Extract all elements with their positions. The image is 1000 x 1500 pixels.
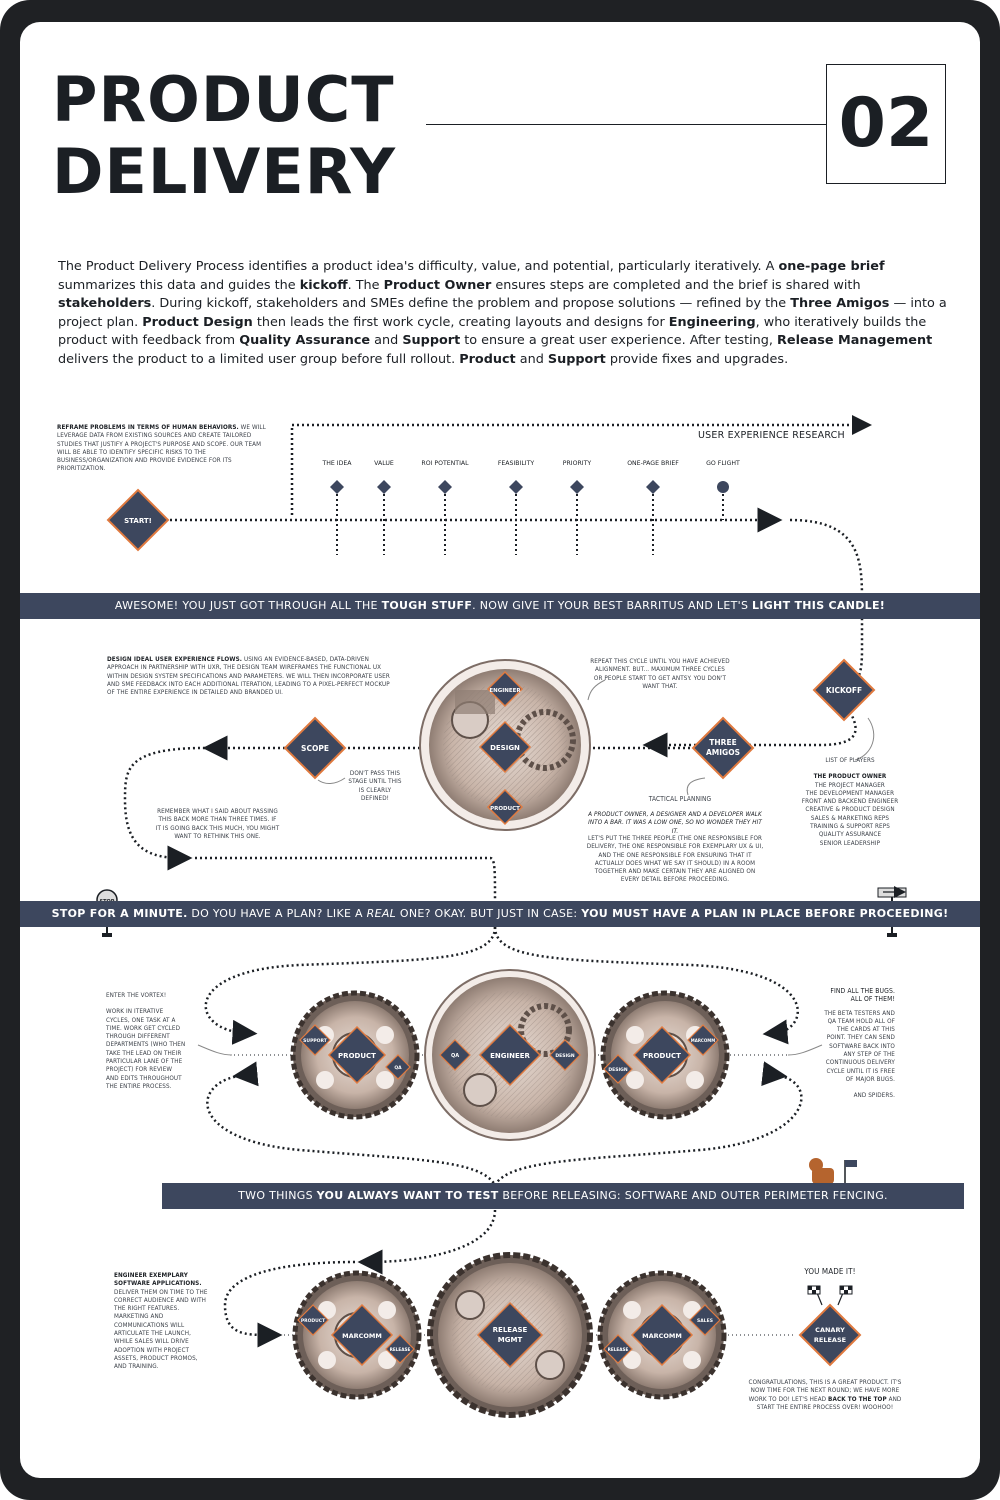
- banner-light-candle: AWESOME! YOU JUST GOT THROUGH ALL THE TOUGH STUFF. NOW GIVE IT YOUR BEST BARRITUS AND LET'S LIGHT THIS CANDLE!: [20, 593, 980, 619]
- checkered-flags-icon: [808, 1286, 852, 1305]
- step-feasibility: [509, 480, 523, 555]
- svg-text:RELEASE: RELEASE: [492, 1326, 528, 1334]
- step-go-flight: [717, 481, 729, 520]
- banner-stop-plan: STOP FOR A MINUTE. DO YOU HAVE A PLAN? LIKE A REAL ONE? OKAY. BUT JUST IN CASE: YOU MUST HAVE A PLAN IN PLACE BEFORE PROCEEDING!: [20, 901, 980, 927]
- svg-text:MARCOMM: MARCOMM: [342, 1332, 382, 1340]
- svg-text:PRODUCT: PRODUCT: [338, 1052, 376, 1060]
- step-label-feasibility: FEASIBILITY: [497, 460, 535, 467]
- scope-pointer: [318, 778, 345, 784]
- step-label-brief: ONE-PAGE BRIEF: [627, 460, 679, 467]
- title-line-2: DELIVERY: [52, 135, 396, 208]
- process-diagram: [20, 22, 980, 1478]
- svg-text:ENGINEER: ENGINEER: [489, 688, 521, 694]
- tactical-planning-text: LET'S PUT THE THREE PEOPLE (THE ONE RESPONSIBLE FOR DELIVERY, THE ONE RESPONSIBLE FOR EXEMPLARY UX & UI, AND THE ONE RESPONSIBLE FOR ENSURING THAT IT ACTUALLY DOES WHAT WE SAY IT SHOULD) IN A ROOM TOGETHER AND MAKE CERTAIN THEY ARE ALIGNED ON EVERY DETAIL BEFORE PROCEEDING.: [586, 835, 764, 884]
- svg-text:QA: QA: [394, 1066, 402, 1071]
- start-diamond: [108, 490, 168, 550]
- step-brief: [646, 480, 660, 555]
- svg-text:ENGINEER: ENGINEER: [490, 1052, 530, 1060]
- step-label-idea: THE IDEA: [322, 460, 352, 467]
- infographic-page: [20, 22, 980, 1478]
- design-flows-note: DESIGN IDEAL USER EXPERIENCE FLOWS. USING AN EVIDENCE-BASED, DATA-DRIVEN APPROACH IN PARTNERSHIP WITH UXR, THE DESIGN TEAM WIREFRAMES THE FUNCTIONAL UX WITHIN DESIGN SYSTEM SPECIFICATIONS AND PARAMETERS. WE WILL THEN INCORPORATE USER AND SME FEEDBACK INTO EACH ADDITIONAL ITERATION, LEADING TO A PIXEL-PERFECT MOCKUP OF THE ENTIRE EXPERIENCE IN DETAILED AND BRANDED UI.: [107, 656, 390, 697]
- bugs-text: THE BETA TESTERS AND QA TEAM HOLD ALL OF THE CARDS AT THIS POINT. THEY CAN SEND SOFTWARE BACK INTO ANY STEP OF THE CONTINUOUS DELIVERY CYCLE UNTIL IT IS FREE OF MAJOR BUGS.: [824, 1009, 895, 1083]
- svg-text:KICKOFF: KICKOFF: [825, 686, 863, 695]
- banner-always-test: TWO THINGS YOU ALWAYS WANT TO TEST BEFORE RELEASING: SOFTWARE AND OUTER PERIMETER FENCING.: [162, 1183, 964, 1209]
- player: THE PROJECT MANAGER: [815, 781, 885, 789]
- step-label-priority: PRIORITY: [562, 460, 592, 467]
- step-markers: [330, 480, 729, 555]
- player: CREATIVE & PRODUCT DESIGN: [805, 806, 895, 814]
- svg-text:SCOPE: SCOPE: [301, 744, 329, 753]
- svg-text:PRODUCT: PRODUCT: [643, 1052, 681, 1060]
- players-list: [800, 757, 900, 848]
- svg-text:THREE: THREE: [709, 738, 737, 747]
- svg-text:DESIGN: DESIGN: [608, 1068, 628, 1073]
- scope-diamond: [285, 718, 345, 778]
- step-priority: [570, 480, 584, 555]
- vortex-text: WORK IN ITERATIVE CYCLES, ONE TASK AT A TIME. WORK GET CYCLED THROUGH DIFFERENT DEPARTMENTS (WHO THEN TAKE THE LEAD ON THEIR PARTICULAR LANE OF THE PROJECT) FOR REVIEW AND EDITS THROUGHOUT THE ENTIRE PROCESS.: [106, 1008, 186, 1090]
- svg-text:QA: QA: [450, 1053, 460, 1059]
- step-value: [377, 480, 391, 555]
- step-the-idea: [330, 480, 344, 555]
- svg-text:CANARY: CANARY: [815, 1326, 845, 1334]
- svg-text:SALES: SALES: [697, 1319, 713, 1324]
- svg-text:PRODUCT: PRODUCT: [490, 806, 520, 812]
- congrats-note: CONGRATULATIONS, THIS IS A GREAT PRODUCT. IT'S NOW TIME FOR THE NEXT ROUND; WE HAVE MORE WORK TO DO! LET'S HEAD BACK TO THE TOP AND START THE ENTIRE PROCESS OVER! WOOHOO!: [748, 1379, 902, 1411]
- player: SALES & MARKETING REPS: [810, 814, 890, 822]
- svg-text:PRODUCT: PRODUCT: [300, 1319, 326, 1324]
- engineer-exemplary-note: ENGINEER EXEMPLARY SOFTWARE APPLICATIONS. DELIVER THEM ON TIME TO THE CORRECT AUDIENCE AND WITH THE RIGHT FEATURES. MARKETING AND COMMUNICATIONS WILL ARTICULATE THE LAUNCH, WHILE SALES WILL DRIVE ADOPTION WITH PROJECT ASSETS, PRODUCT PROMOS, AND TRAINING.: [114, 1272, 208, 1371]
- svg-text:AMIGOS: AMIGOS: [706, 748, 740, 757]
- step-label-value: VALUE: [374, 460, 394, 467]
- vortex-note: [106, 992, 186, 1091]
- player: TRAINING & SUPPORT REPS: [810, 823, 890, 831]
- reframe-note: REFRAME PROBLEMS IN TERMS OF HUMAN BEHAVIORS. WE WILL LEVERAGE DATA FROM EXISTING SOURCES AND CREATE TAILORED STUDIES THAT JUSTIFY A PROJECT'S PURPOSE AND SCOPE. OUR TEAM WILL BE ABLE TO IDENTIFY SPECIFIC RISKS TO THE BUSINESS/ORGANIZATION AND PROVIDE EVIDENCE FOR ITS PRIORITIZATION.: [57, 424, 266, 473]
- tactical-planning-title: TACTICAL PLANNING: [648, 795, 712, 803]
- player: SENIOR LEADERSHIP: [819, 839, 881, 847]
- vortex-pointer: [198, 1045, 232, 1055]
- bugs-pointer: [788, 1045, 822, 1055]
- intro-paragraph: The Product Delivery Process identifies a product idea's difficulty, value, and potential, particularly iteratively. A one-page brief summarizes this data and guides the kickoff. The Product Owner ensures steps are completed and the brief is shared with stakeholders. During kickoff, stakeholders and SMEs define the problem and propose solutions — refined by the Three Amigos — into a project plan. Product Design then leads the first work cycle, creating layouts and designs for Engineering, who iteratively builds the product with feedback from Quality Assurance and Support to ensure a great user experience. After testing, Release Management delivers the product to a limited user group before full rollout. Product and Support provide fixes and upgrades.: [58, 259, 947, 367]
- svg-text:MARCOMM: MARCOMM: [690, 1038, 716, 1043]
- players-pointer: [855, 718, 874, 760]
- dont-pass-note: DON'T PASS THIS STAGE UNTIL THIS IS CLEARLY DEFINED!: [348, 770, 402, 802]
- svg-text:MGMT: MGMT: [497, 1336, 523, 1344]
- step-label-roi: ROI POTENTIAL: [421, 460, 469, 467]
- you-made-it: YOU MADE IT!: [804, 1267, 856, 1276]
- kickoff-diamond: [814, 660, 874, 720]
- svg-text:DESIGN: DESIGN: [555, 1054, 575, 1059]
- players-title: LIST OF PLAYERS: [825, 757, 875, 764]
- three-amigos-diamond: [693, 718, 753, 778]
- svg-text:DESIGN: DESIGN: [490, 744, 520, 752]
- bugs-note: [820, 987, 895, 1101]
- vortex-title: ENTER THE VORTEX!: [106, 992, 167, 999]
- ux-research-label: USER EXPERIENCE RESEARCH: [698, 430, 845, 441]
- svg-text:RELEASE: RELEASE: [389, 1347, 411, 1352]
- bar-joke: A PRODUCT OWNER, A DESIGNER AND A DEVELOPER WALK INTO A BAR. IT WAS A LOW ONE, SO NO WONDER THEY HIT IT.: [588, 811, 762, 835]
- svg-text:START!: START!: [124, 517, 152, 525]
- player: THE DEVELOPMENT MANAGER: [805, 789, 895, 797]
- player: FRONT AND BACKEND ENGINEER: [801, 798, 899, 806]
- step-roi: [438, 480, 452, 555]
- svg-text:RELEASE: RELEASE: [813, 1336, 847, 1344]
- svg-text:SUPPORT: SUPPORT: [303, 1039, 327, 1044]
- section-number: 02: [826, 64, 946, 184]
- bugs-title: FIND ALL THE BUGS. ALL OF THEM!: [830, 987, 895, 1004]
- repeat-cycle-note: REPEAT THIS CYCLE UNTIL YOU HAVE ACHIEVED ALIGNMENT. BUT... MAXIMUM THREE CYCLES OR PEOPLE START TO GET ANTSY. YOU DON'T WANT THAT.: [590, 658, 730, 690]
- canary-release-diamond: [800, 1305, 860, 1365]
- step-label-go-flight: GO FLIGHT: [706, 460, 740, 467]
- amigos-pointer: [687, 778, 705, 795]
- remember-note: REMEMBER WHAT I SAID ABOUT PASSING THIS BACK MORE THAN THREE TIMES. IF IT IS GOING BACK THIS MUCH, YOU MIGHT WANT TO RETHINK THIS ONE.: [155, 808, 280, 840]
- player-product-owner: THE PRODUCT OWNER: [813, 773, 887, 781]
- svg-text:RELEASE: RELEASE: [607, 1347, 629, 1352]
- spiders-note: AND SPIDERS.: [853, 1092, 895, 1100]
- title-line-1: PRODUCT: [52, 63, 395, 136]
- player: QUALITY ASSURANCE: [818, 831, 882, 839]
- svg-text:MARCOMM: MARCOMM: [642, 1332, 682, 1340]
